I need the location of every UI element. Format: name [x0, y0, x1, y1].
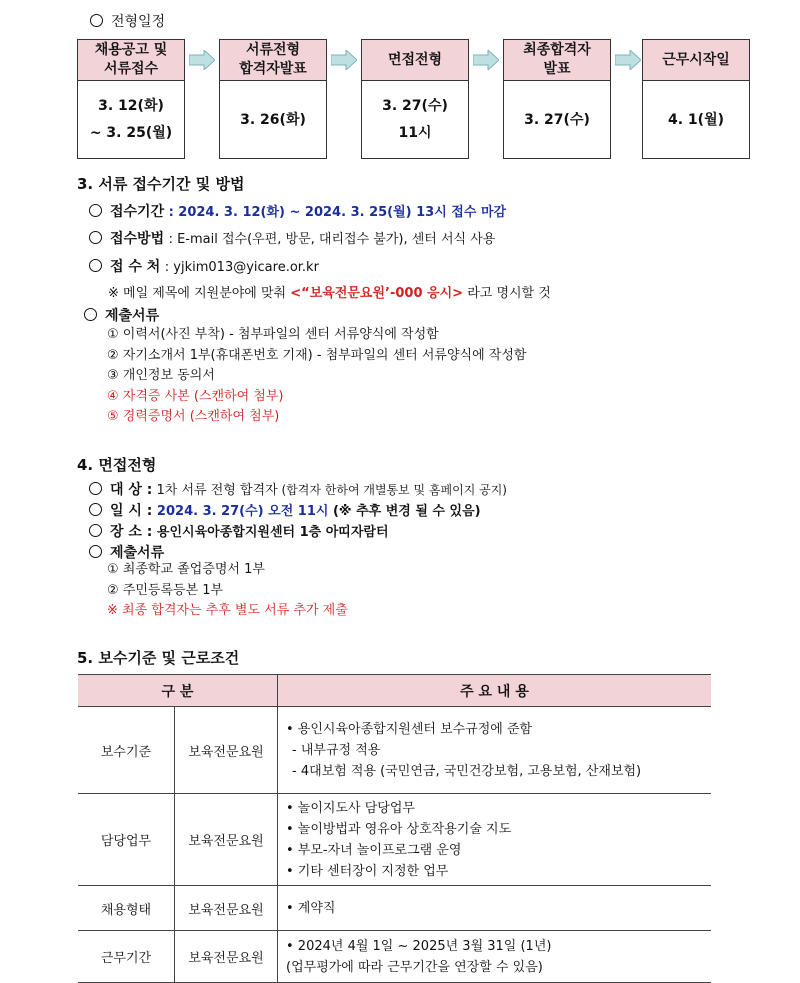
mail-note-prefix: ※ 메일 제목에 지원분야에 맞춰 — [108, 286, 291, 301]
content-line: • 놀이방법과 영유아 상호작용기술 지도 — [286, 821, 512, 837]
row-role: 보육전문요원 — [175, 794, 278, 886]
content-line: • 부모-자녀 놀이프로그램 운영 — [286, 842, 462, 858]
circle-bullet-icon — [89, 524, 102, 537]
list-item: ② 주민등록등본 1부 — [107, 582, 224, 598]
schedule-step-2 — [219, 39, 327, 159]
place-label: 접 수 처 — [110, 259, 161, 275]
mail-note — [108, 282, 551, 301]
schedule-step-date: 3. 26(화) — [240, 111, 306, 128]
row-category: 근무기간 — [78, 931, 175, 983]
circle-bullet-icon — [89, 545, 102, 558]
table-row — [78, 794, 711, 886]
target-label: 대 상 : — [110, 482, 153, 498]
interview-docs-list — [107, 560, 348, 622]
content-line: • 기타 센터장이 지정한 업무 — [286, 863, 449, 879]
row-role: 보육전문요원 — [175, 707, 278, 794]
schedule-step-date: 4. 1(월) — [668, 111, 724, 128]
list-item: ※ 최종 합격자는 추후 별도 서류 추가 제출 — [107, 603, 348, 618]
list-item: ① 이력서(사진 부착) - 첨부파일의 센터 서류양식에 작성함 — [107, 327, 439, 342]
circle-bullet-icon — [89, 231, 102, 244]
docs-heading: 제출서류 — [84, 305, 159, 325]
header-category: 구 분 — [78, 675, 278, 707]
schedule-step-title: 근무시작일 — [643, 40, 749, 81]
table-header-row — [78, 675, 711, 707]
content-line: (업무평가에 따라 근무기간을 연장할 수 있음) — [286, 959, 543, 975]
interview-place-label: 장 소 : — [110, 524, 153, 540]
row-content — [278, 931, 712, 983]
docs-list — [107, 325, 526, 428]
circle-bullet-icon — [84, 308, 97, 321]
table-row — [78, 931, 711, 983]
row-content — [278, 794, 712, 886]
content-line: • 놀이지도사 담당업무 — [286, 800, 415, 816]
arrow-right-icon — [473, 50, 499, 70]
schedule-step-title: 채용공고 및 서류접수 — [78, 40, 184, 81]
interview-docs-heading: 제출서류 — [89, 542, 164, 562]
target-note: (합격자 한하여 개별통보 및 홈페이지 공지) — [277, 483, 507, 497]
mail-note-suffix: 라고 명시할 것 — [463, 286, 551, 301]
interview-place-line — [89, 521, 389, 541]
content-line: • 2024년 4월 1일 ~ 2025년 3월 31일 (1년) — [286, 938, 552, 954]
row-role: 보육전문요원 — [175, 886, 278, 931]
section5-heading: 5. 보수기준 및 근로조건 — [77, 649, 240, 667]
method-label: 접수방법 — [110, 231, 165, 247]
schedule-step-1 — [77, 39, 185, 159]
content-line: - 4대보험 적용 (국민연금, 국민건강보험, 고용보험, 산재보험) — [292, 763, 642, 779]
list-item: ② 자기소개서 1부(휴대폰번호 기재) - 첨부파일의 센터 서류양식에 작성함 — [107, 347, 527, 363]
arrow-right-icon — [615, 50, 641, 70]
circle-bullet-icon — [89, 482, 102, 495]
schedule-step-3 — [361, 39, 469, 159]
date-label: 일 시 : — [110, 503, 153, 519]
target-value: 1차 서류 전형 합격자 — [152, 483, 278, 498]
circle-bullet-icon — [89, 259, 102, 272]
content-line: • 계약직 — [286, 900, 336, 916]
email-value: : yjkim013@yicare.or.kr — [164, 260, 319, 275]
row-category: 담당업무 — [78, 794, 175, 886]
method-value: : E-mail 접수(우편, 방문, 대리접수 불가), 센터 서식 사용 — [168, 232, 496, 247]
circle-bullet-icon — [89, 204, 102, 217]
period-value: : 2024. 3. 12(화) ~ 2024. 3. 25(월) 13시 접수 마감 — [168, 205, 507, 220]
row-content — [278, 707, 712, 794]
list-item: ① 최종학교 졸업증명서 1부 — [107, 562, 265, 577]
table-row — [78, 707, 711, 794]
schedule-step-date: 3. 27(수) — [524, 111, 590, 128]
section3-heading: 3. 서류 접수기간 및 방법 — [77, 175, 245, 193]
target-line — [89, 479, 507, 499]
row-category: 보수기준 — [78, 707, 175, 794]
schedule-heading: 전형일정 — [90, 11, 165, 31]
date-note: (※ 추후 변경 될 수 있음) — [328, 504, 481, 519]
table-row — [78, 886, 711, 931]
interview-place-value: 용인시육아종합지원센터 1층 아띠자람터 — [152, 525, 389, 540]
period-label: 접수기간 — [110, 204, 165, 220]
section4-heading: 4. 면접전형 — [77, 456, 157, 474]
row-content — [278, 886, 712, 931]
arrow-right-icon — [189, 50, 215, 70]
schedule-step-title: 면접전형 — [362, 40, 468, 81]
list-item: ④ 자격증 사본 (스캔하여 첨부) — [107, 388, 284, 404]
list-item: ⑤ 경력증명서 (스캔하여 첨부) — [107, 409, 280, 424]
circle-bullet-icon — [89, 503, 102, 516]
schedule-step-title: 서류전형 합격자발표 — [220, 40, 326, 81]
schedule-step-date: 3. 12(화) ~ 3. 25(월) — [89, 98, 173, 141]
content-line: • 용인시육아종합지원센터 보수규정에 준함 — [286, 721, 533, 737]
schedule-step-5 — [642, 39, 750, 159]
arrow-right-icon — [331, 50, 357, 70]
mail-note-highlight: <“보육전문요원’-000 응시> — [290, 286, 464, 301]
schedule-step-title: 최종합격자 발표 — [504, 40, 610, 81]
row-role: 보육전문요원 — [175, 931, 278, 983]
content-line: - 내부규정 적용 — [292, 742, 381, 758]
circle-bullet-icon — [90, 14, 103, 27]
conditions-table — [78, 674, 711, 983]
date-line — [89, 500, 481, 520]
header-content: 주 요 내 용 — [278, 675, 712, 707]
schedule-step-4 — [503, 39, 611, 159]
place-line — [89, 256, 319, 276]
period-line — [89, 201, 506, 221]
list-item: ③ 개인정보 동의서 — [107, 368, 215, 383]
schedule-step-date: 3. 27(수) 11시 — [382, 98, 448, 141]
method-line — [89, 228, 495, 248]
row-category: 채용형태 — [78, 886, 175, 931]
date-value: 2024. 3. 27(수) 오전 11시 — [152, 504, 329, 519]
